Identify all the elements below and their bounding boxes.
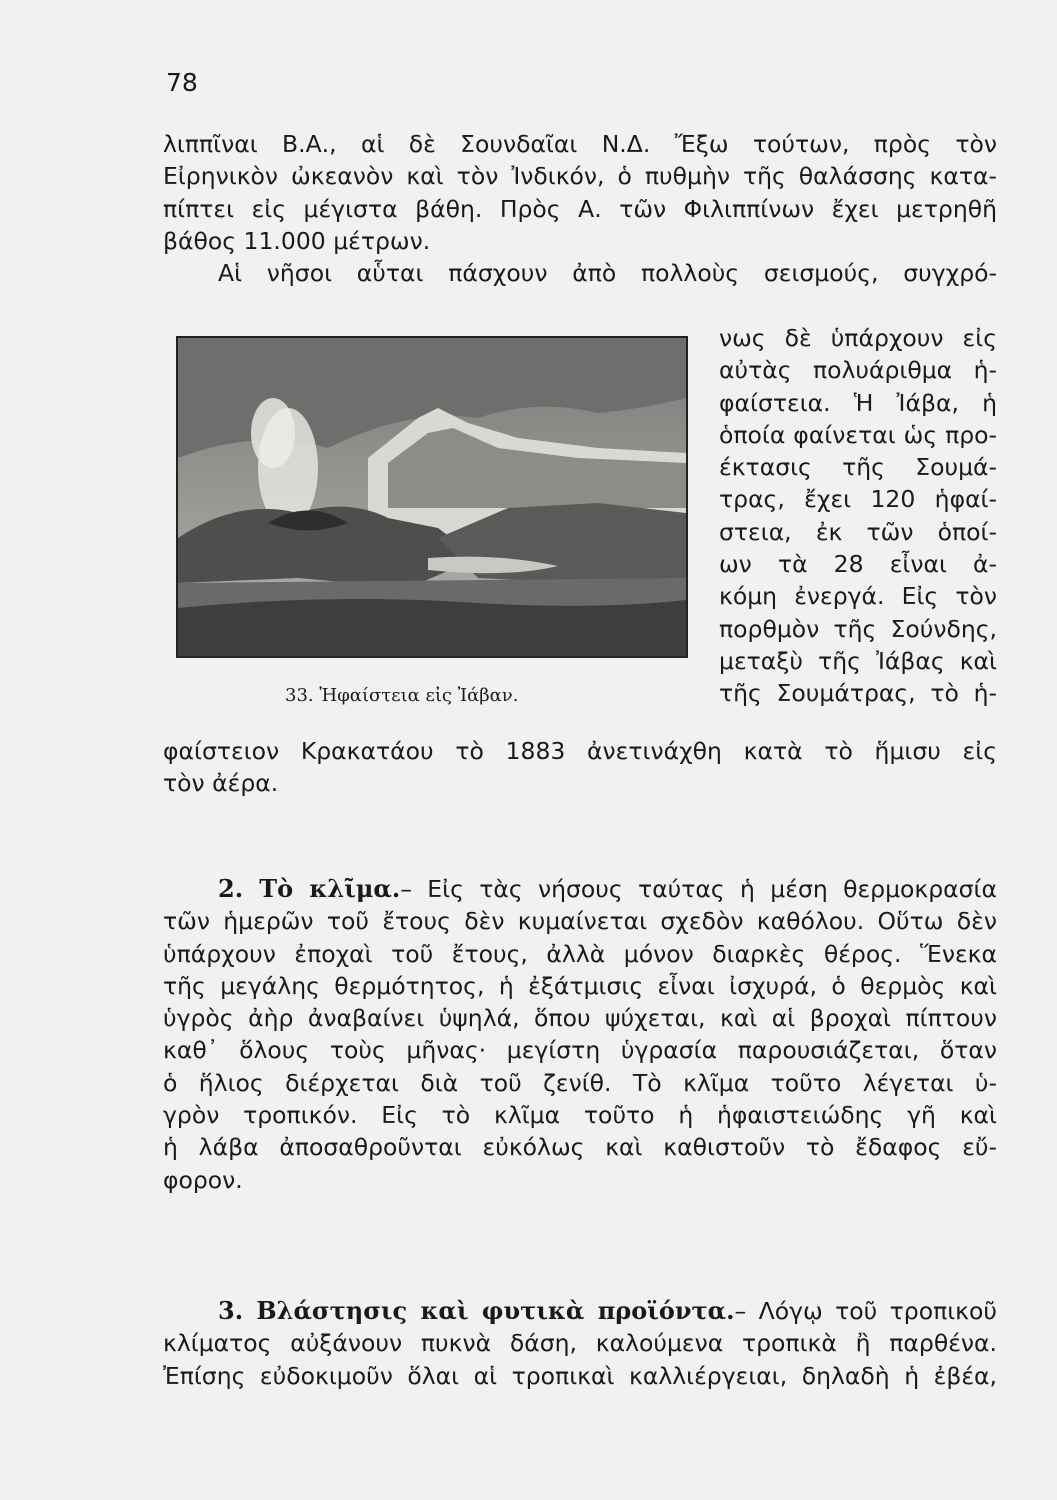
text-line: πορθμὸν τῆς Σούνδης,: [719, 614, 997, 643]
text-line: ἡ λάβα ἀποσαθροῦνται εὐκόλως καὶ καθιστοῦν τὸ ἔδαφος εὔ-: [163, 1133, 997, 1162]
text-line: τὸν ἀέρα.: [163, 769, 279, 798]
text-line: Ἐπίσης εὐδοκιμοῦν ὅλαι αἱ τροπικαὶ καλλιέργειαι, δηλαδὴ ἡ ἐβέα,: [163, 1361, 997, 1390]
text-line: 2. Τὸ κλῖμα.– Εἰς τὰς νήσους ταύτας ἡ μέση θερμοκρασία: [218, 874, 997, 903]
volcano-landscape-image: [178, 338, 686, 656]
text-beside-figure: [719, 322, 997, 710]
text-line: κόμη ἐνεργά. Εἰς τὸν: [719, 582, 997, 611]
text-line: έκτασις τῆς Σουμά-: [719, 453, 997, 482]
section-climate: [163, 873, 997, 1196]
text-line: τῶν ἡμερῶν τοῦ ἔτους δὲν κυμαίνεται σχεδὸν καθόλου. Οὕτω δὲν: [163, 907, 997, 936]
text-line: ὁ ἥλιος διέρχεται διὰ τοῦ ζενίθ. Τὸ κλῖμα τοῦτο λέγεται ὑ-: [163, 1068, 997, 1097]
text-line: Αἱ νῆσοι αὗται πάσχουν ἀπὸ πολλοὺς σεισμούς, συγχρό-: [218, 259, 997, 288]
text-line: ὑπάρχουν ἐποχαὶ τοῦ ἔτους, ἀλλὰ μόνον διαρκὲς θέρος. Ἕνεκα: [163, 939, 997, 968]
section-heading: 3. Βλάστησις καὶ φυτικὰ προϊόντα.: [218, 1296, 735, 1325]
text-line: τρας, ἔχει 120 ἡφαί-: [719, 485, 997, 514]
text-line: λιππῖναι Β.Α., αἱ δὲ Σουνδαῖαι Ν.Δ. Ἔξω τούτων, πρὸς τὸν: [163, 130, 997, 158]
text-line: καθ᾽ ὅλους τοὺς μῆνας· μεγίστη ὑγρασία παρουσιάζεται, ὅταν: [163, 1036, 997, 1065]
text-line: βάθος 11.000 μέτρων.: [163, 226, 431, 255]
text-line: αὐτὰς πολυάριθμα ἡ-: [719, 356, 997, 385]
text-line: γρὸν τροπικόν. Εἰς τὸ κλῖμα τοῦτο ἡ ἡφαιστειώδης γῆ καὶ: [163, 1101, 997, 1130]
volcano-photograph: [176, 336, 688, 658]
text-line: φαίστειον Κρακατάου τὸ 1883 ἀνετινάχθη κατὰ τὸ ἥμισυ εἰς: [163, 737, 997, 765]
text-line: μεταξὺ τῆς Ἰάβας καὶ: [719, 646, 997, 675]
text-line: τῆς μεγάλης θερμότητος, ἡ ἐξάτμισις εἶναι ἰσχυρά, ὁ θερμὸς καὶ: [163, 971, 997, 1000]
section-heading: 2. Τὸ κλῖμα.: [218, 874, 401, 903]
page-number: 78: [166, 68, 198, 97]
section-vegetation: [163, 1295, 997, 1392]
text-line: κλίματος αὐξάνουν πυκνὰ δάση, καλούμενα τροπικὰ ἢ παρθένα.: [163, 1329, 997, 1358]
paragraph-after-figure: [163, 735, 997, 800]
text-line: φαίστεια. Ἡ Ἰάβα, ἡ: [719, 388, 997, 417]
text-line: ων τὰ 28 εἶναι ἀ-: [719, 550, 997, 579]
text-line: ὑγρὸς ἀὴρ ἀναβαίνει ὑψηλά, ὅπου ψύχεται, καὶ αἱ βροχαὶ πίπτουν: [163, 1004, 997, 1033]
text-line: τῆς Σουμάτρας, τὸ ἡ-: [719, 679, 997, 708]
text-line: νως δὲ ὑπάρχουν εἰς: [719, 324, 997, 352]
text-line: ὁποία φαίνεται ὡς προ-: [719, 420, 997, 449]
paragraph-top: [163, 128, 997, 289]
figure-caption: 33. Ἡφαίστεια εἰς Ἰάβαν.: [285, 685, 519, 706]
text-line: πίπτει εἰς μέγιστα βάθη. Πρὸς Α. τῶν Φιλιππίνων ἔχει μετρηθῆ: [163, 194, 997, 223]
text-line: 3. Βλάστησις καὶ φυτικὰ προϊόντα.– Λόγῳ τοῦ τροπικοῦ: [218, 1296, 997, 1325]
text-line: στεια, ἐκ τῶν ὁποί-: [719, 517, 997, 546]
text-line: φορον.: [163, 1165, 243, 1194]
text-line: Εἰρηνικὸν ὠκεανὸν καὶ τὸν Ἰνδικόν, ὁ πυθμὴν τῆς θαλάσσης κατα-: [163, 162, 997, 191]
